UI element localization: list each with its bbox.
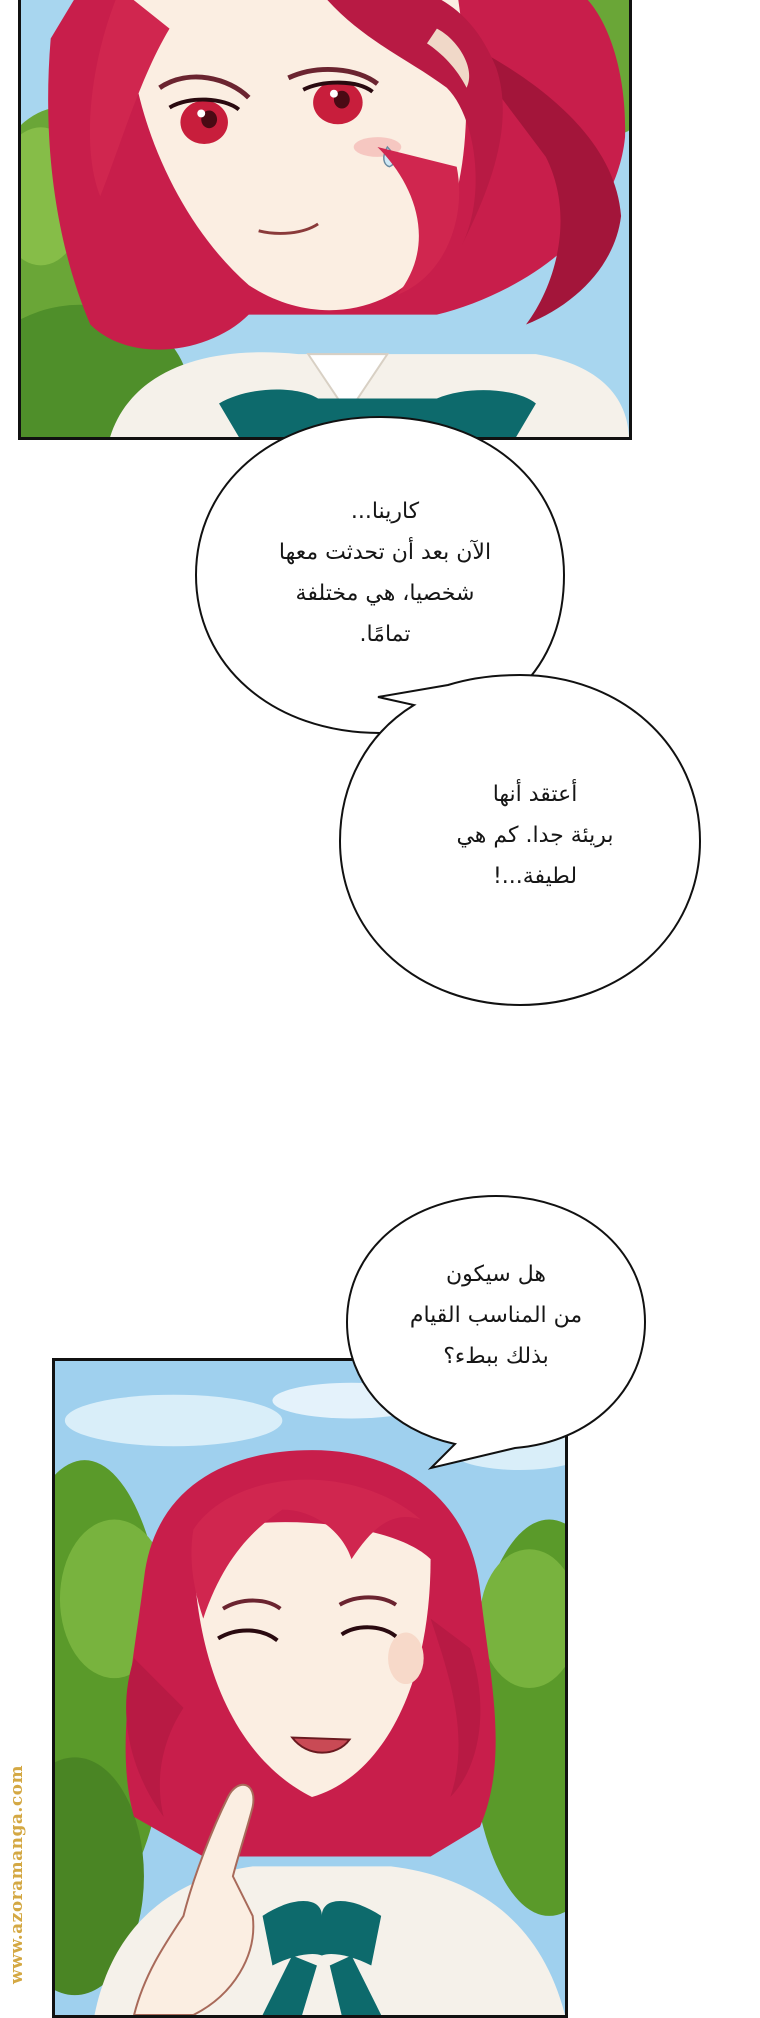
speech-bubble-3-text: هل سيكون من المناسب القيام بذلك ببطء؟ [409, 1261, 583, 1369]
speech-bubble-3 [345, 1194, 647, 1462]
speech-bubble-1-text: كارينا... الآن بعد أن تحدثت معها شخصيا، هي مختلفة تمامًا. [278, 499, 492, 647]
top-manga-panel [18, 0, 632, 440]
watermark-text: www.azoramanga.com [7, 1764, 27, 1984]
speech-bubble-2 [338, 673, 702, 1007]
site-watermark [2, 1748, 32, 2000]
speech-bubble-2-text: أعتقد أنها بريئة جدا. كم هي لطيفة...! [456, 781, 614, 889]
top-panel-illustration [21, 0, 629, 437]
